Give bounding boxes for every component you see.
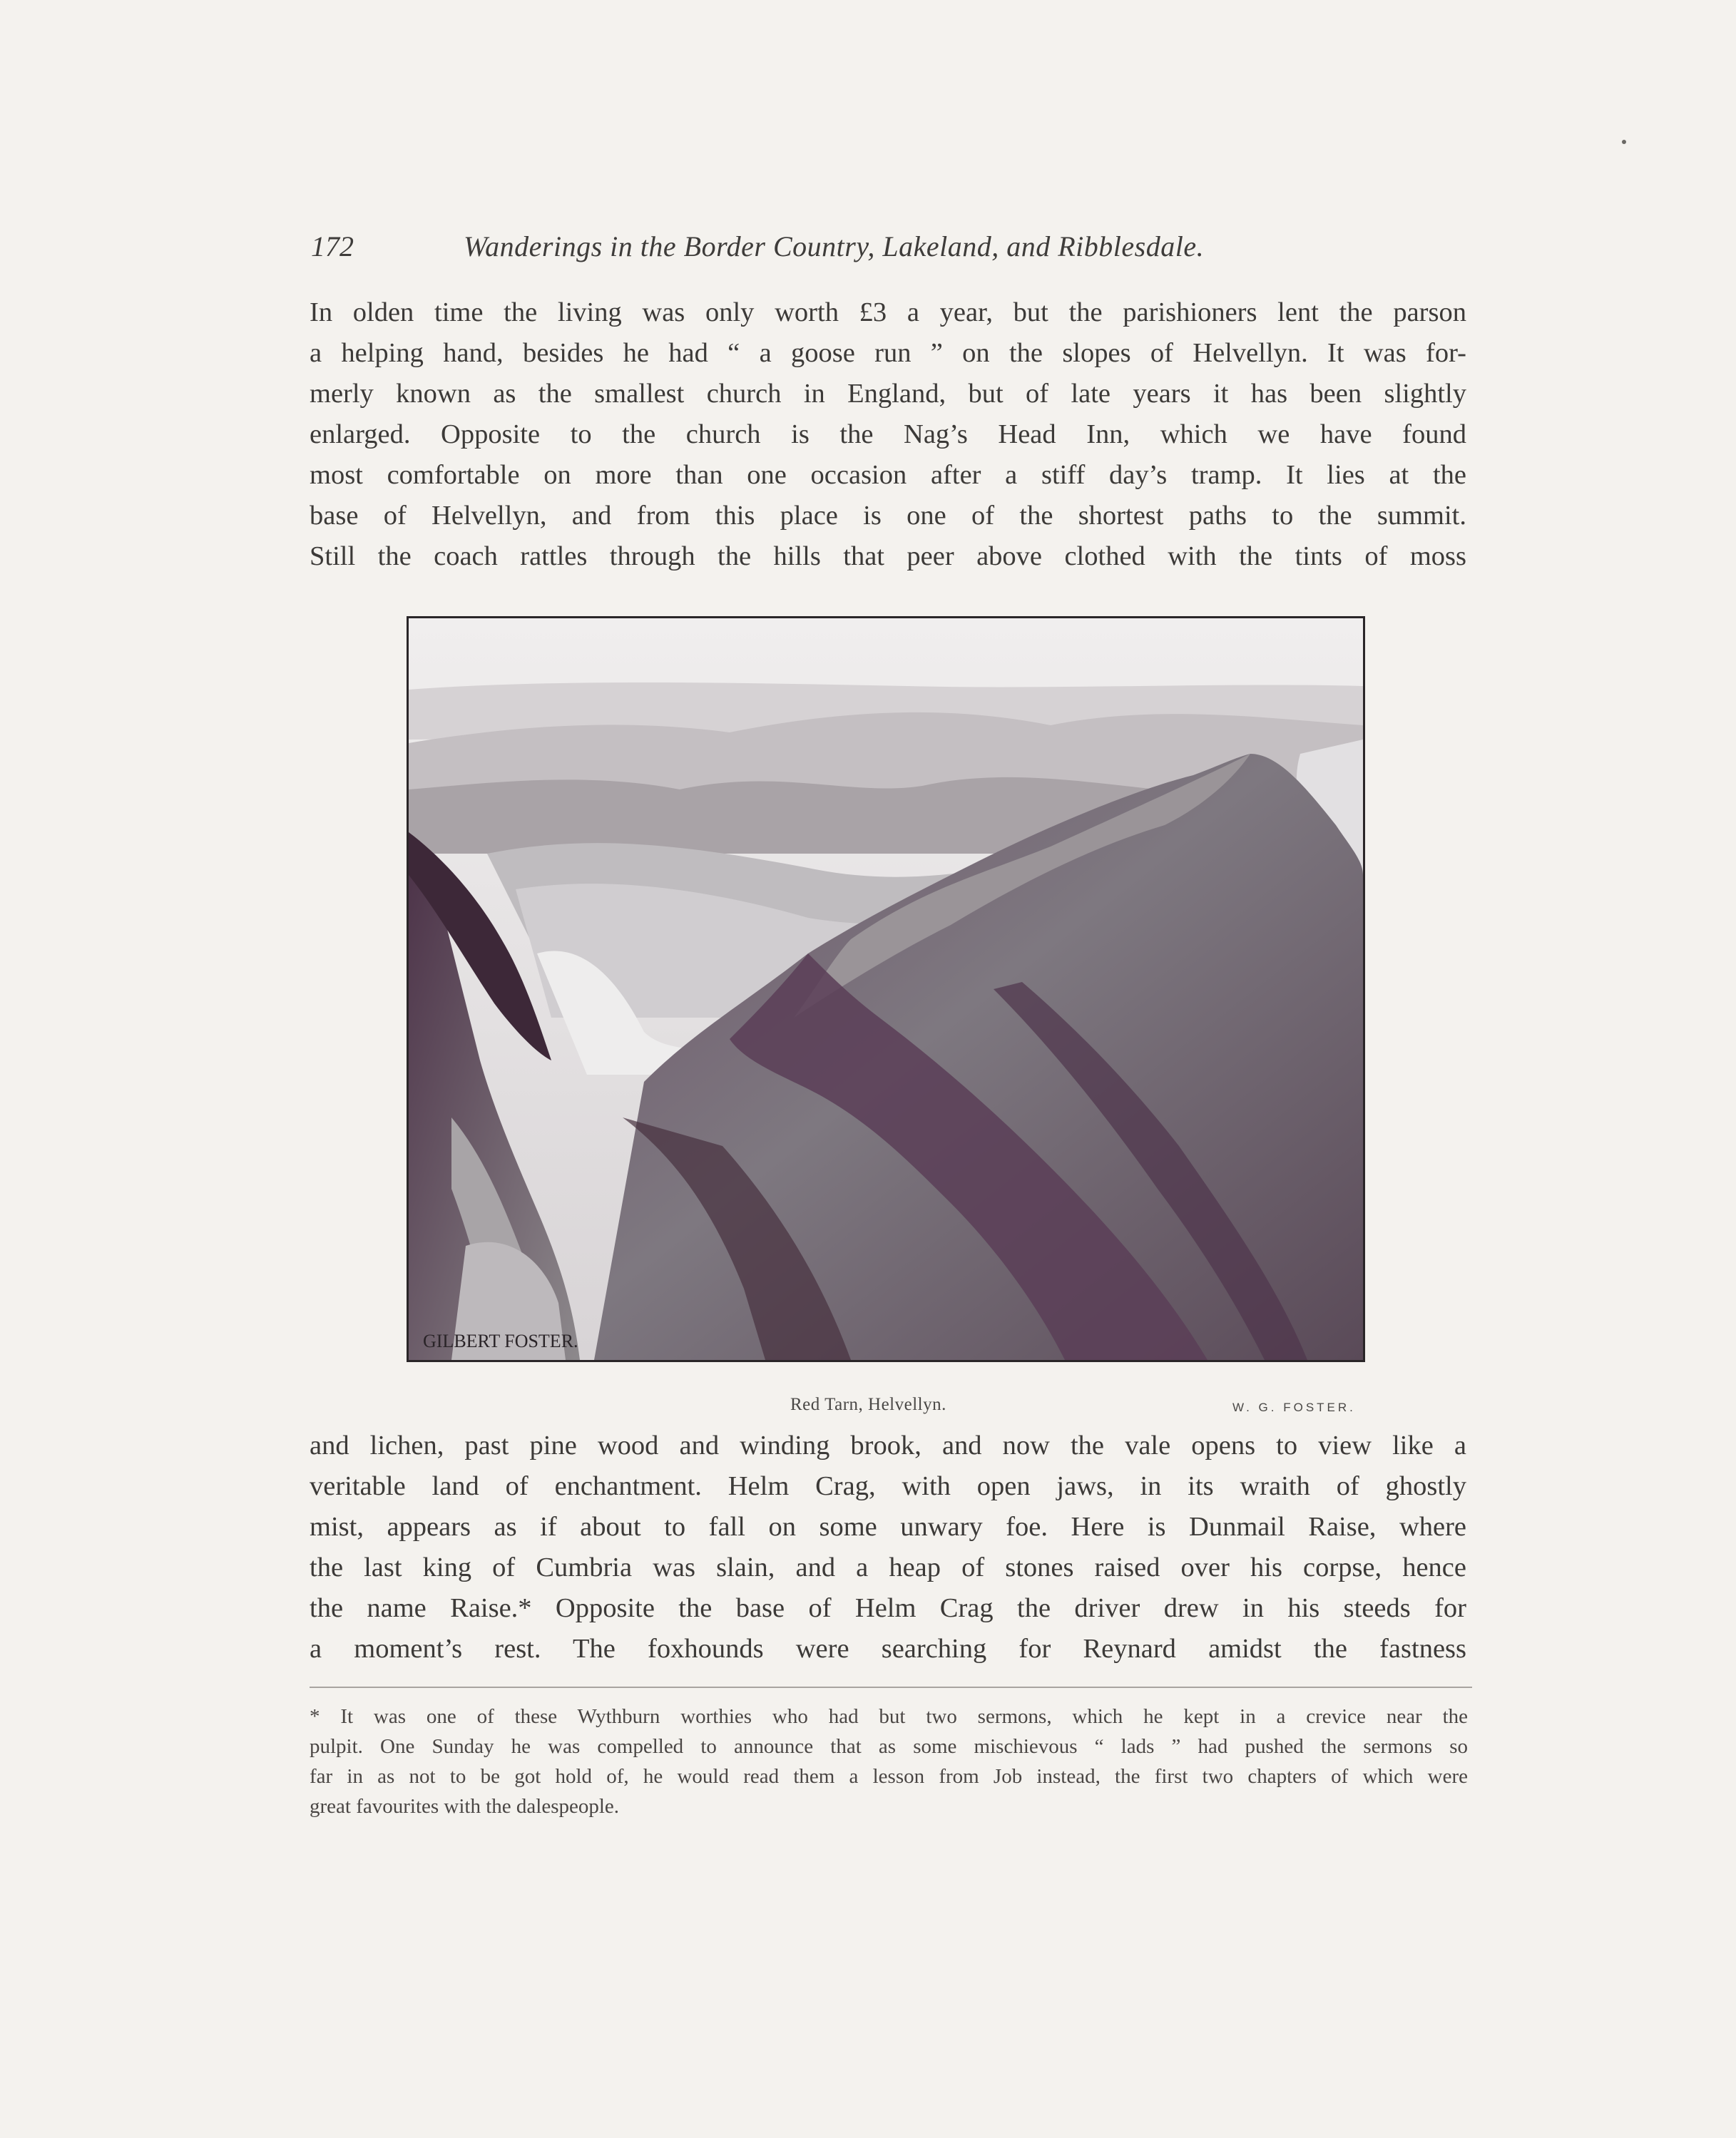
text-line: a moment’s rest. The foxhounds were searching for Reynard amidst the fastness [310, 1634, 1466, 1664]
plate-caption-artist: W. G. FOSTER. [1232, 1401, 1356, 1414]
paragraph-bottom [310, 1426, 1466, 1669]
artist-signature: GILBERT FOSTER. [423, 1331, 578, 1351]
paragraph-top [310, 292, 1466, 577]
text-line: enlarged. Opposite to the church is the Nag’s Head Inn, which we have found [310, 419, 1466, 449]
footnote-line: pulpit. One Sunday he was compelled to announce that as some mischievous “ lads ” had pushed the sermons so [310, 1735, 1468, 1758]
illustration-plate [407, 616, 1365, 1362]
footnote-line: * It was one of these Wythburn worthies who had but two sermons, which he kept in a crevice near the [310, 1705, 1468, 1728]
footnote-line: far in as not to be got hold of, he would read them a lesson from Job instead, the first two chapters of which were [310, 1765, 1468, 1788]
text-line: veritable land of enchantment. Helm Crag, with open jaws, in its wraith of ghostly [310, 1471, 1466, 1501]
text-line: a helping hand, besides he had “ a goose run ” on the slopes of Helvellyn. It was for- [310, 338, 1466, 368]
text-line: and lichen, past pine wood and winding brook, and now the vale opens to view like a [310, 1431, 1466, 1461]
footnote [310, 1702, 1468, 1821]
mountain-illustration [409, 618, 1363, 1360]
running-title: Wanderings in the Border Country, Lakeland, and Ribblesdale. [464, 230, 1205, 262]
text-line: most comfortable on more than one occasion after a stiff day’s tramp. It lies at the [310, 460, 1466, 490]
paper-speck [1622, 140, 1626, 144]
running-head [311, 230, 1474, 272]
page-number: 172 [311, 230, 354, 262]
text-line: base of Helvellyn, and from this place is one of the shortest paths to the summit. [310, 501, 1466, 531]
text-line: mist, appears as if about to fall on some unwary foe. Here is Dunmail Raise, where [310, 1512, 1466, 1542]
text-line: In olden time the living was only worth £3 a year, but the parishioners lent the parson [310, 297, 1466, 327]
text-line: the name Raise.* Opposite the base of Helm Crag the driver drew in his steeds for [310, 1593, 1466, 1623]
footnote-line: great favourites with the dalespeople. [310, 1795, 620, 1818]
text-line: merly known as the smallest church in England, but of late years it has been slightly [310, 379, 1466, 409]
text-line: Still the coach rattles through the hills that peer above clothed with the tints of moss [310, 541, 1466, 571]
text-line: the last king of Cumbria was slain, and a heap of stones raised over his corpse, hence [310, 1553, 1466, 1582]
plate-caption-title: Red Tarn, Helvellyn. [790, 1395, 946, 1414]
footnote-divider [310, 1687, 1472, 1688]
